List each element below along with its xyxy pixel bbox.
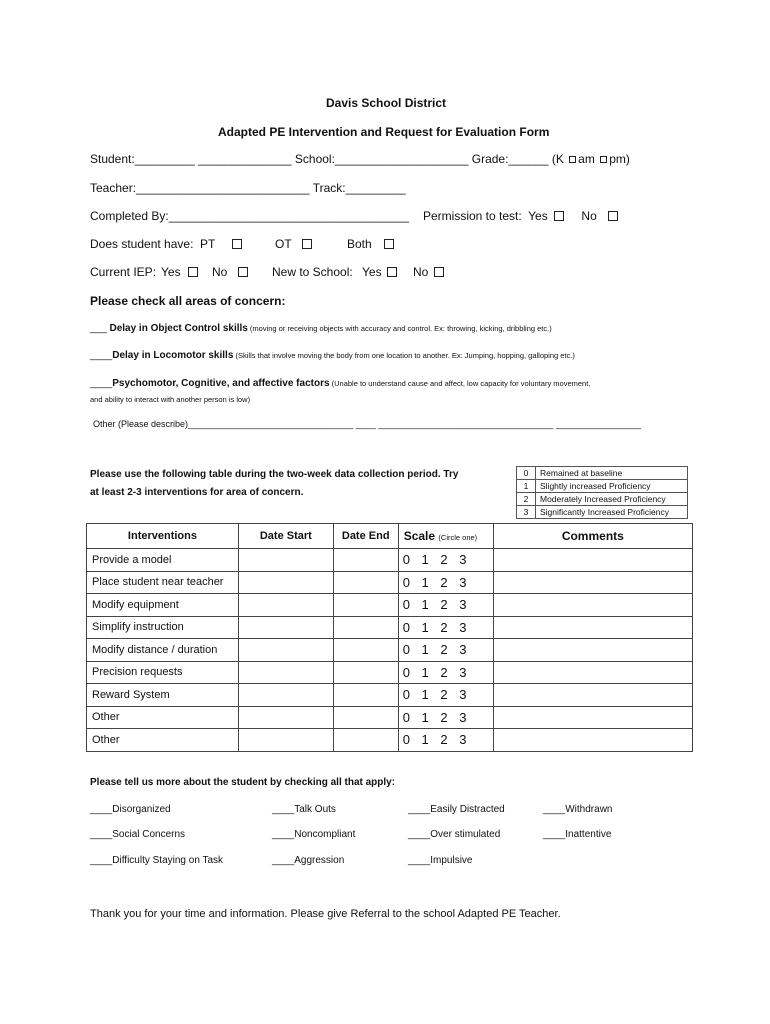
date-start-cell[interactable] [238,616,333,639]
concerns-heading: Please check all areas of concern: [90,294,286,308]
date-start-cell[interactable] [238,639,333,662]
date-start-cell[interactable] [238,549,333,572]
date-start-header: Date Start [238,524,333,549]
legend-text: Significantly Increased Proficiency [536,506,688,519]
trait-item[interactable]: ____Over stimulated [408,829,501,840]
comments-cell[interactable] [493,639,692,662]
interventions-table [86,523,693,752]
date-end-cell[interactable] [333,639,398,662]
table-row [87,706,693,729]
pm-label: pm) [609,152,630,166]
trait-item[interactable]: ____Difficulty Staying on Task [90,855,224,866]
other-describe-field[interactable]: Other (Please describe)_________________________________ ____ ___________________________________ _________________ [93,419,642,429]
concern-blank: ____ [90,378,113,389]
trait-item[interactable]: ____Inattentive [543,829,612,840]
school-label: School: [294,152,335,166]
concern-object-control[interactable] [90,323,552,334]
table-header-row [87,524,693,549]
intervention-name: Simplify instruction [87,616,239,639]
date-end-cell[interactable] [333,549,398,572]
permission-yes-label: Yes [528,209,548,223]
date-start-cell[interactable] [238,661,333,684]
scale-note: (Circle one) [438,533,478,542]
concern-desc: (Unable to understand cause and affect, low capacity for voluntary movement, [329,379,591,388]
iep-yes-checkbox[interactable] [188,267,198,277]
traits-heading: Please tell us more about the student by checking all that apply: [90,777,396,788]
ot-checkbox[interactable] [302,239,312,249]
scale-cell[interactable]: 0 1 2 3 [398,639,493,662]
grade-field[interactable]: ______ [508,152,549,166]
permission-row [423,209,618,223]
date-end-cell[interactable] [333,594,398,617]
new-no-checkbox[interactable] [434,267,444,277]
table-row [87,684,693,707]
date-start-cell[interactable] [238,729,333,752]
trait-item[interactable]: ____Talk Outs [272,804,336,815]
teacher-field[interactable]: __________________________ [136,181,310,195]
intervention-name: Provide a model [87,549,239,572]
pt-checkbox[interactable] [232,239,242,249]
concern-locomotor[interactable] [90,350,575,361]
comments-cell[interactable] [493,729,692,752]
legend-number: 3 [517,506,536,519]
iep-no-label: No [212,265,228,279]
track-field[interactable]: _________ [345,181,406,195]
district-title: Davis School District [326,96,447,110]
legend-row [517,480,688,493]
interventions-header: Interventions [87,524,239,549]
scale-cell[interactable]: 0 1 2 3 [398,706,493,729]
intervention-name: Modify distance / duration [87,639,239,662]
grade-label: Grade: [471,152,509,166]
instructions-line2: at least 2-3 interventions for area of concern. [90,487,304,498]
table-row [87,594,693,617]
teacher-label: Teacher: [90,181,137,195]
legend-text: Remained at baseline [536,467,688,480]
trait-item[interactable]: ____Impulsive [408,855,473,866]
student-row [90,152,630,166]
school-field[interactable]: ____________________ [334,152,469,166]
table-row [87,639,693,662]
comments-header: Comments [493,524,692,549]
both-label: Both [347,237,372,251]
permission-no-checkbox[interactable] [608,211,618,221]
date-end-cell[interactable] [333,661,398,684]
scale-cell[interactable]: 0 1 2 3 [398,684,493,707]
completed-field[interactable]: ____________________________________ [168,209,409,223]
legend-text: Slightly increased Proficiency [536,480,688,493]
permission-no-label: No [581,209,597,223]
concern-label: Delay in Locomotor skills [112,350,234,361]
concern-psychomotor[interactable] [90,378,590,389]
instructions-line1: Please use the following table during the two-week data collection period. Try [90,469,459,480]
date-end-cell[interactable] [333,729,398,752]
date-end-cell[interactable] [333,706,398,729]
legend-number: 1 [517,480,536,493]
concern-desc: (moving or receiving objects with accuracy and control. Ex: throwing, kicking, dribbling etc.) [247,324,552,333]
current-iep-label: Current IEP: [90,265,157,279]
intervention-name: Place student near teacher [87,571,239,594]
date-start-cell[interactable] [238,684,333,707]
student-field[interactable]: _________ ______________ [134,152,292,166]
comments-cell[interactable] [493,661,692,684]
completed-label: Completed By: [90,209,169,223]
legend-row [517,493,688,506]
date-end-cell[interactable] [333,616,398,639]
iep-no-checkbox[interactable] [238,267,248,277]
scale-label: Scale [403,529,436,543]
table-row [87,571,693,594]
comments-cell[interactable] [493,616,692,639]
permission-label: Permission to test: [423,209,522,223]
scale-cell[interactable]: 0 1 2 3 [398,594,493,617]
scale-legend [516,466,688,519]
trait-item[interactable]: ____Disorganized [90,804,171,815]
permission-yes-checkbox[interactable] [554,211,564,221]
legend-row [517,506,688,519]
trait-item[interactable]: ____Withdrawn [543,804,613,815]
footer-note: Thank you for your time and information. Please give Referral to the school Adapted PE Teacher. [90,908,561,920]
teacher-row [90,181,406,195]
concern-label: Delay in Object Control skills [109,323,248,334]
date-start-cell[interactable] [238,571,333,594]
concern-blank: ___ [90,323,110,334]
date-end-cell[interactable] [333,684,398,707]
new-yes-checkbox[interactable] [387,267,397,277]
intervention-name: Other [87,706,239,729]
ot-label: OT [275,237,292,251]
trait-item[interactable]: ____Social Concerns [90,829,186,840]
scale-header [398,524,493,549]
new-yes-label: Yes [362,265,382,279]
table-row [87,616,693,639]
form-title: Adapted PE Intervention and Request for Evaluation Form [218,125,550,139]
comments-cell[interactable] [493,571,692,594]
completed-row [90,209,409,223]
student-label: Student: [90,152,135,166]
comments-cell[interactable] [493,706,692,729]
date-start-cell[interactable] [238,594,333,617]
legend-number: 0 [517,467,536,480]
both-checkbox[interactable] [384,239,394,249]
concern-psychomotor-desc2: and ability to interact with another person is low) [90,395,251,404]
date-end-cell[interactable] [333,571,398,594]
track-label: Track: [312,181,346,195]
pt-label: PT [200,237,216,251]
concern-blank: ____ [90,350,113,361]
concern-desc: (Skills that involve moving the body from one location to another. Ex: Jumping, hopping, galloping etc.) [233,351,575,360]
intervention-name: Reward System [87,684,239,707]
table-row [87,729,693,752]
pm-checkbox[interactable] [600,156,607,163]
k-label: (K [551,152,564,166]
legend-number: 2 [517,493,536,506]
intervention-name: Precision requests [87,661,239,684]
legend-text: Moderately Increased Proficiency [536,493,688,506]
iep-yes-label: Yes [161,265,181,279]
trait-item[interactable]: ____Noncompliant [272,829,356,840]
scale-cell[interactable]: 0 1 2 3 [398,616,493,639]
trait-item[interactable]: ____Easily Distracted [408,804,505,815]
intervention-name: Modify equipment [87,594,239,617]
am-checkbox[interactable] [569,156,576,163]
date-end-header: Date End [333,524,398,549]
scale-cell[interactable]: 0 1 2 3 [398,549,493,572]
table-row [87,661,693,684]
date-start-cell[interactable] [238,706,333,729]
new-to-school-label: New to School: [272,265,353,279]
scale-cell[interactable]: 0 1 2 3 [398,661,493,684]
comments-cell[interactable] [493,684,692,707]
scale-cell[interactable]: 0 1 2 3 [398,729,493,752]
comments-cell[interactable] [493,594,692,617]
am-label: am [578,152,595,166]
does-student-have-label: Does student have: [90,237,194,251]
concern-label: Psychomotor, Cognitive, and affective factors [112,378,330,389]
table-row [87,549,693,572]
intervention-name: Other [87,729,239,752]
comments-cell[interactable] [493,549,692,572]
new-no-label: No [413,265,429,279]
legend-row [517,467,688,480]
scale-cell[interactable]: 0 1 2 3 [398,571,493,594]
trait-item[interactable]: ____Aggression [272,855,345,866]
